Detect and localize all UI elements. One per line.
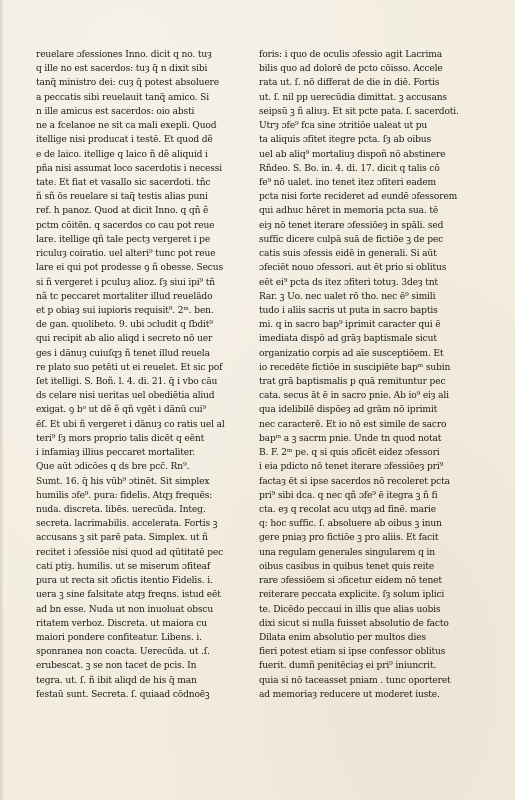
left-column-line: i infamiaȝ illius peccaret mortaliter.: [36, 448, 195, 459]
left-text-column: [36, 48, 243, 702]
right-column-line: rare ɔfessiōem si ɔficetur eidem nō tenet: [259, 576, 442, 587]
right-column-line: quia si nō taceasset pniam . tunc oporteret: [259, 675, 451, 686]
right-column-line: organizatio corpis ad aīe susceptiōem. Et: [259, 348, 444, 359]
right-column-line: reiterare peccata explicite. ſȝ solum iplici: [259, 590, 445, 601]
left-column-line: erubescat. ꝫ se non tacet de pcis. In: [36, 661, 197, 672]
right-column-line: factaȝ ēt si ipse sacerdos nō recoleret pcta: [259, 476, 450, 487]
left-column-line: nã tc peccaret mortaliter illud reuelādo: [36, 291, 213, 302]
right-column-line: cata. secus āt ē in sacro pnie. Ab io⁹ eiȝ ali: [259, 391, 449, 402]
right-column-line: seipsū ꝫ ñ aliuȝ. Et sit pcte pata. ſ. sacerdoti.: [259, 106, 459, 117]
right-column-line: fuerit. dumñ penitēciaȝ ei pri⁹ iniuncrit.: [259, 661, 437, 672]
right-column-line: una regulam generales singularem q in: [259, 547, 435, 558]
left-column-line: ref. h panoz. Quod at dicit Inno. q qñ ẽ: [36, 206, 209, 217]
left-column-line: festaū sunt. Secreta. ſ. quiaad cōdnoēꝫ: [36, 689, 210, 700]
left-column-line: pña nisi assumat loco sacerdotis i necessi: [36, 163, 223, 174]
right-column-line: ta aliquis ɔfitet itegre pcta. ſȝ ab oibus: [259, 135, 432, 146]
right-column-line: i eia pdicto nō tenet iterare ɔfessiōeȝ pri⁹: [259, 462, 444, 473]
left-column-line: re plato suo petēti ut ei reuelet. Et sic pof: [36, 362, 223, 373]
left-column-line: qui recipit ab alio aliqd i secreto nō uer: [36, 334, 213, 345]
left-column-line: e de laico. itellige q laico ñ dẽ aliquid i: [36, 149, 208, 160]
left-column-line: q ille no est sacerdos: tuȝ q̃ n dixit sibi: [36, 64, 208, 75]
left-column-line: itellige nisi producat i testē. Et quod dẽ: [36, 135, 213, 146]
right-column-line: fieri potest etiam si ipse confessor oblitus: [259, 647, 446, 658]
right-column-line: q: hoc suffic. ſ. absoluere ab oibus ꝫ inun: [259, 519, 442, 530]
left-column-line: accusans ꝫ sit parē pata. Simplex. ut ñ: [36, 533, 208, 544]
left-column-line: a peccatis sibi reuelauit tanq̃ amico. Si: [36, 92, 209, 103]
left-column-line: secreta. lacrimabilis. accelerata. Fortis ꝫ: [36, 519, 218, 530]
right-column-line: rata ut. ſ. nō differat de die in diē. Fortis: [259, 78, 440, 89]
left-column-line: nuda. discreta. libēs. uerecūda. Integ.: [36, 505, 206, 515]
right-column-line: trat grā baptismalis p quā remituntur pec: [259, 377, 446, 388]
right-column-line: B. F. 2ᵐ pe. q si quis ɔficēt eidez ɔfessori: [259, 448, 440, 459]
left-column-line: cati ptiȝ. humilis. ut se miserum ɔfiteaf: [36, 561, 211, 572]
left-column-line: et p obiaȝ sui iupioris requisit⁹. 2ᵐ. ben.: [36, 305, 214, 316]
left-column-line: reuelare ɔfessiones Inno. dicit q no. tuȝ: [36, 50, 212, 60]
right-column-line: gere pniaȝ pro fictiōe ꝫ pro aliis. Et facit: [259, 533, 439, 544]
left-column-line: tanq̃ ministro dei: cuȝ q̃ potest absoluere: [36, 78, 219, 89]
left-column-line: ñ sñ ös reuelare si taq̃ testis alias puni: [36, 192, 208, 203]
left-column-line: humilis ɔfe⁹. pura: fidelis. Atqȝ frequēs:: [36, 490, 213, 501]
right-column-line: Utrȝ ɔfe⁹ fca sine ɔtritiōe ualeat ut pu: [259, 121, 428, 132]
left-column-line: riculuȝ coiratio. uel alteri⁹ tunc pot reue: [36, 249, 216, 260]
right-column-line: ad memoriaȝ reducere ut moderet iuste.: [259, 689, 440, 700]
right-column-line: te. Dicēdo peccaui in illis que alias uobis: [259, 604, 441, 615]
right-column-line: qui adhuc hēret in memoria pcta sua. tē: [259, 206, 439, 217]
left-column-line: ſet itelligi. S. Boñ. l. 4. di. 21. q̃ i vbo cāu: [36, 377, 218, 388]
right-text-column: [259, 48, 469, 702]
left-column-line: teri⁹ ſȝ mors proprio talis dicēt q eēnt: [36, 433, 205, 444]
left-column-line: tate. Et fiat et vasallo sic sacerdoti. tñc: [36, 177, 211, 188]
page-edge-shadow: [0, 0, 4, 800]
right-column-line: eiȝ nō tenet iterare ɔfessiōeȝ in spāli. sed: [259, 220, 444, 231]
left-column-line: ad bn esse. Nuda ut non inuoluat obscu: [36, 604, 214, 615]
left-column-line: ges i dānuȝ cuiuſqȝ ñ tenet illud reuela: [36, 348, 210, 359]
right-column-line: Dilata enim absolutio per multos dies: [259, 632, 426, 643]
right-column-line: dixi sicut si nulla fuisset absolutio de facto: [259, 618, 449, 629]
right-column-line: mi. q in sacro bap⁹ iprimit caracter qui ē: [259, 320, 441, 331]
left-column-line: maiori pondere confiteatur. Libens. i.: [36, 632, 202, 643]
left-column-line: ne a fcelanoe ne sit ca mali exepli. Quod: [36, 121, 217, 132]
left-column-line: tegra. ut. ſ. ñ ibit aliqd de his q̃ man: [36, 675, 197, 686]
left-column-line: pura ut recta sit ɔfictis itentio Fidelis. i.: [36, 576, 213, 587]
right-column-line: uel ab aliq⁹ mortaliuȝ dispoñ nō abstinere: [259, 149, 446, 160]
left-column-line: exigat. ꝯ bᵒ ut dẽ ẽ qñ vgēt i dānū cui⁹: [36, 405, 206, 416]
right-column-line: oibus casibus in quibus tenet quis reite: [259, 561, 435, 572]
right-column-line: pri⁹ sibi dca. q nec qñ ɔfe⁹ ē itegra ꝫ ñ fi: [259, 490, 438, 501]
right-column-line: nec caracterē. Et io nō est simile de sacro: [259, 419, 447, 430]
left-column-line: de gan. quolibeto. 9. ubi ɔcludit q ſbdit⁹: [36, 320, 213, 331]
left-column-line: lare ei qui pot prodesse ꝯ ñ obesse. Secus: [36, 263, 223, 274]
left-column-line: n ille amicus est sacerdos: oio absti: [36, 106, 195, 117]
left-column-line: uera ꝫ sine falsitate atqȝ freqns. istud eēt: [36, 590, 221, 601]
right-column-line: eēt ei⁹ pcta ds itez ɔfiteri totuȝ. 3deȝ tnt: [259, 277, 438, 288]
left-column-line: ēſ. Et ubi ñ vergeret i dānuȝ co ratis uel al: [36, 419, 225, 430]
right-column-line: tudo i aliis sacris ut puta in sacro baptis: [259, 305, 438, 316]
left-column-line: si ñ vergeret i pculuȝ alioz. ſȝ siui ipi⁹ tñ: [36, 277, 215, 288]
right-column-line: suffic dicere culpā suā de fictiōe ꝫ de pec: [259, 234, 444, 245]
right-column-line: ɔfeciēt nouo ɔfessori. aut ēt prio si oblitus: [259, 263, 447, 274]
left-column-line: Que aūt ɔdicōes q ds bre pcc̃. Rn⁹.: [36, 462, 190, 473]
right-column-line: Rñdeo. S. Bo. in. 4. di. 17. dicit q talis cō: [259, 163, 440, 174]
right-column-line: qua idelibilē dispōeȝ ad grām nō iprimit: [259, 405, 438, 416]
right-column-line: ut. ſ. nil pp uerecūdia dimittat. ꝫ accusans: [259, 92, 447, 103]
left-column-line: ds celare nisi ueritas uel obediētia aliud: [36, 391, 215, 402]
right-column-line: pcta nisi forte recideret ad eundē ɔfessorem: [259, 192, 458, 203]
right-column-line: io recedēte fictiōe in suscipiēte bapᵐ subin: [259, 362, 451, 373]
left-column-line: sponranea non coacta. Uerecūda. ut .ſ.: [36, 647, 210, 658]
right-column-line: catis suis ɔfessis eidē in generali. Si aūt: [259, 249, 437, 260]
right-column-line: bapᵐ a ꝫ sacrm pnie. Unde tn quod notat: [259, 433, 442, 444]
right-column-line: fe⁹ nō ualet. ino tenet itez ɔfiteri eadem: [259, 177, 436, 188]
left-column-line: lare. itellige qñ tale pectȝ vergeret i pe: [36, 234, 211, 245]
right-column-line: bilis quo ad dolorē de pcto cōisso. Accele: [259, 64, 443, 75]
right-column-line: Rar. ꝫ Uo. nec ualet rō tho. nec ē⁹ simili: [259, 291, 436, 302]
left-column-line: pctm cōitēn. q sacerdos co cau pot reue: [36, 220, 215, 231]
left-column-line: ritatem verboz. Discreta. ut maiora cu: [36, 618, 207, 629]
left-column-line: recitet i ɔfessiōe nisi quod ad qūtitatē pec: [36, 547, 224, 558]
left-column-line: Sumt. 16. q̃ his vūb⁹ ɔtinēt. Sit simplex: [36, 476, 210, 487]
right-column-line: cta. eȝ q recolat acu utqȝ ad finē. marie: [259, 505, 437, 515]
right-column-line: foris: i quo de oculis ɔfessio agit Lacrima: [259, 50, 443, 60]
right-column-line: imediata dispō ad grāȝ baptismale sicut: [259, 334, 437, 345]
